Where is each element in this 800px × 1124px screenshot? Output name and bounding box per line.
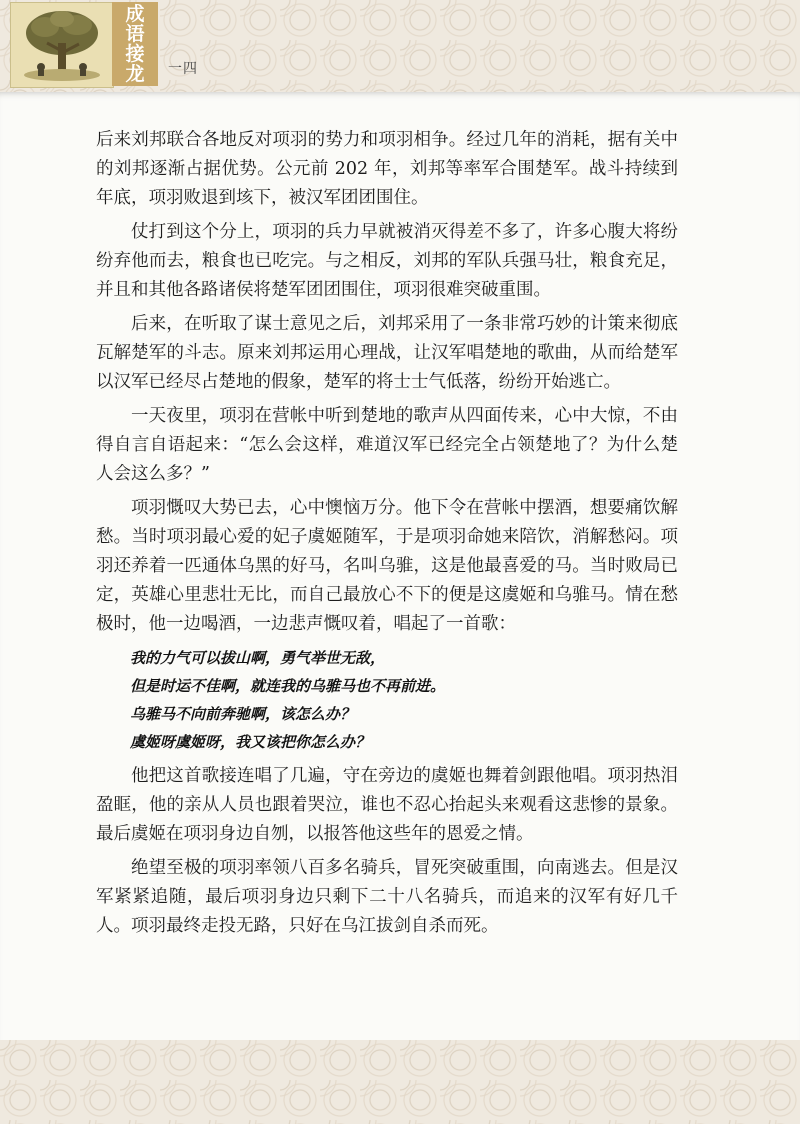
paragraph: 绝望至极的项羽率领八百多名骑兵，冒死突破重围，向南逃去。但是汉军紧紧追随，最后项羽身边只剩下二十八名骑兵，而追来的汉军有好几千人。项羽最终走投无路，只好在乌江拔剑自杀而死。: [96, 858, 678, 936]
poem-line: 我的力气可以拔山啊，勇气举世无敌，: [130, 649, 386, 667]
poem: [96, 644, 678, 756]
series-title-char: 接: [125, 43, 145, 65]
tree-logo: [10, 2, 114, 88]
body-text: [96, 126, 678, 946]
tree-icon: [11, 3, 113, 87]
series-title-char: 成: [125, 3, 145, 25]
paragraph: 一天夜里，项羽在营帐中听到楚地的歌声从四面传来，心中大惊，不由得自言自语起来：“怎么会这样，难道汉军已经完全占领楚地了？为什么楚人会这么多？”: [96, 406, 678, 484]
poem-line: 但是时运不佳啊，就连我的乌骓马也不再前进。: [130, 677, 446, 695]
paragraph: 仗打到这个分上，项羽的兵力早就被消灭得差不多了，许多心腹大将纷纷弃他而去，粮食也已吃完。与之相反，刘邦的军队兵强马壮，粮食充足，并且和其他各路诸侯将楚军团团围住，项羽很难突破重围。: [96, 222, 678, 300]
paragraph: 后来刘邦联合各地反对项羽的势力和项羽相争。经过几年的消耗，据有关中的刘邦逐渐占据优势。公元前 202 年，刘邦等率军合围楚军。战斗持续到年底，项羽败退到垓下，被汉军团团围住。: [96, 130, 678, 208]
poem-line: 虞姬呀虞姬呀，我又该把你怎么办？: [130, 733, 371, 751]
paragraph: 他把这首歌接连唱了几遍，守在旁边的虞姬也舞着剑跟他唱。项羽热泪盈眶，他的亲从人员也跟着哭泣，谁也不忍心抬起头来观看这悲惨的景象。最后虞姬在项羽身边自刎，以报答他这些年的恩爱之情。: [96, 766, 678, 844]
poem-line: 乌骓马不向前奔驰啊，该怎么办？: [130, 705, 356, 723]
series-title: [112, 2, 158, 86]
decorative-pattern-bottom: [0, 1040, 800, 1124]
page-number: 一四: [168, 61, 198, 77]
paragraph: 项羽慨叹大势已去，心中懊恼万分。他下令在营帐中摆酒，想要痛饮解愁。当时项羽最心爱的妃子虞姬随军，于是项羽命她来陪饮，消解愁闷。项羽还养着一匹通体乌黑的好马，名叫乌骓，这是他最喜爱的马。当时败局已定，英雄心里悲壮无比，而自己最放心不下的便是这虞姬和乌骓马。情在愁极时，他一边喝酒，一边悲声慨叹着，唱起了一首歌：: [96, 498, 678, 634]
series-title-char: 龙: [125, 63, 145, 85]
series-title-char: 语: [125, 23, 145, 45]
paragraph: 后来，在听取了谋士意见之后，刘邦采用了一条非常巧妙的计策来彻底瓦解楚军的斗志。原来刘邦运用心理战，让汉军唱楚地的歌曲，从而给楚军以汉军已经尽占楚地的假象，楚军的将士士气低落，纷纷开始逃亡。: [96, 314, 678, 392]
